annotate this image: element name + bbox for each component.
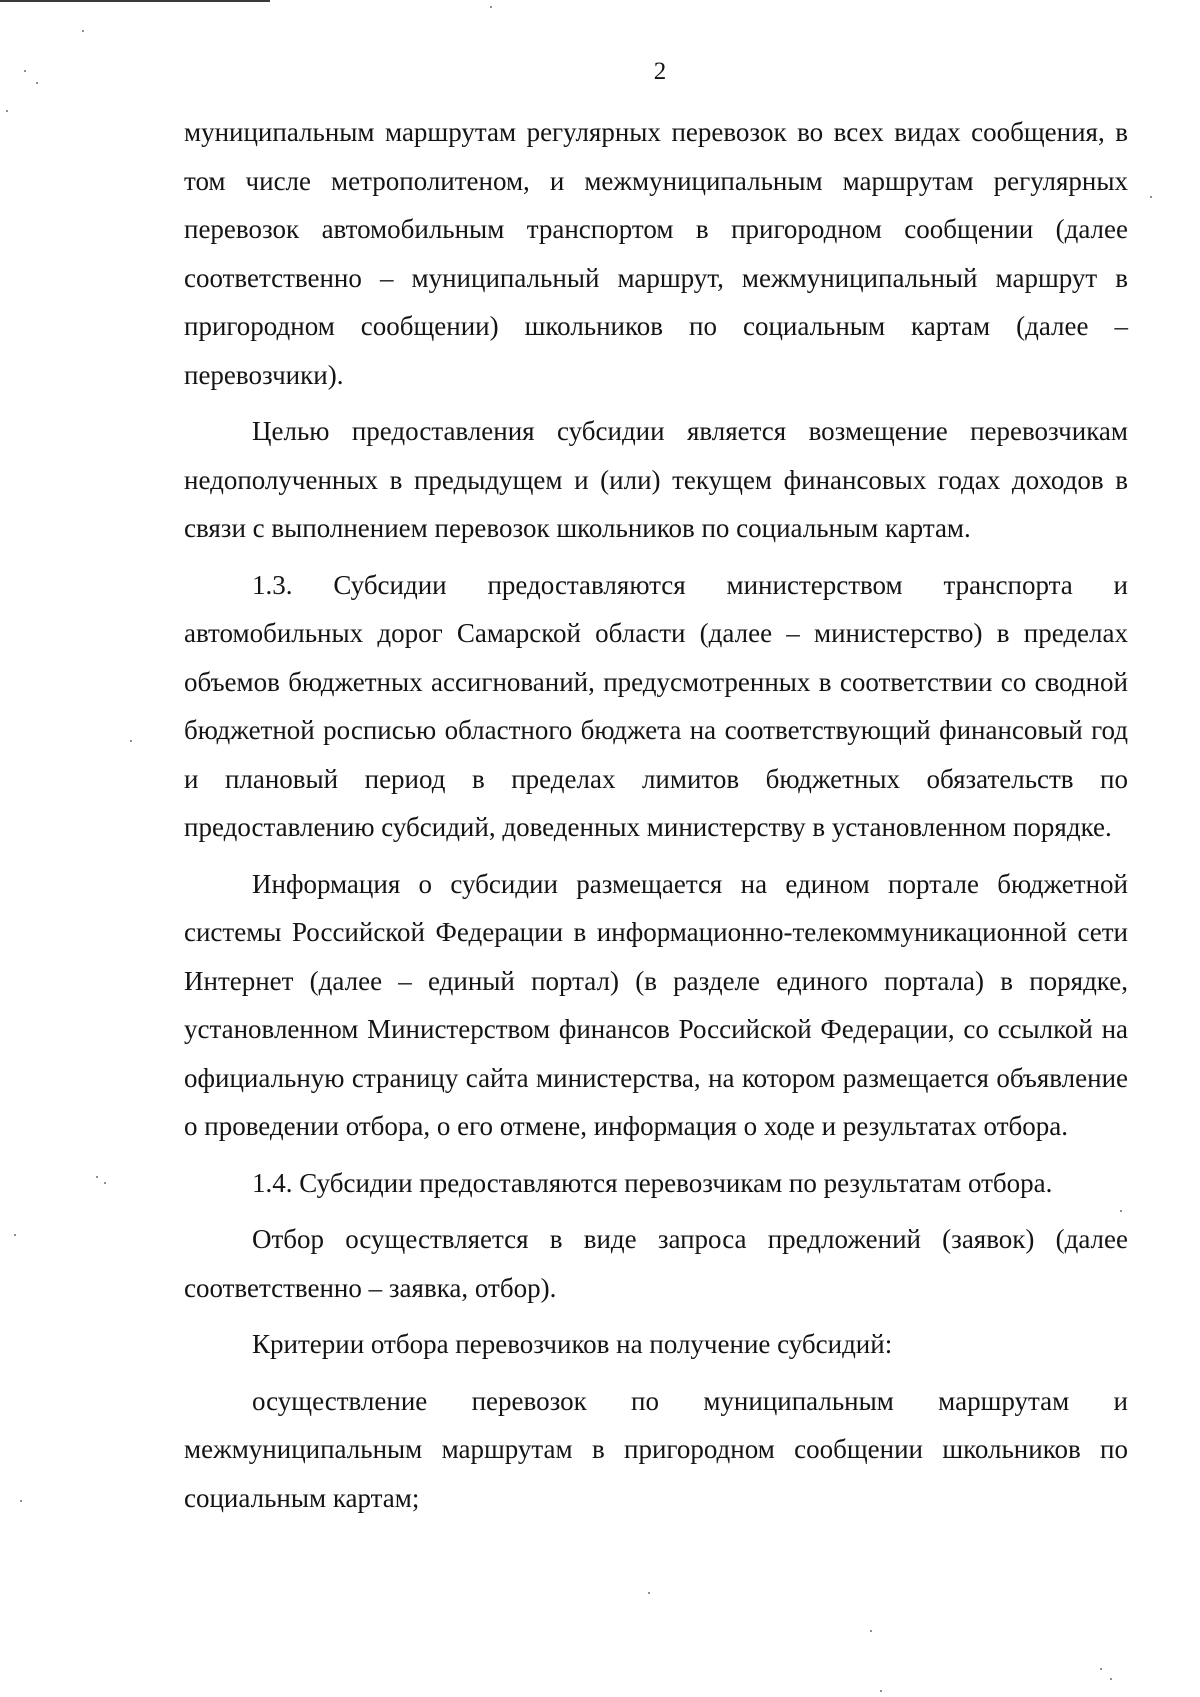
scan-speck: [1100, 1668, 1102, 1670]
scan-speck: [24, 70, 26, 72]
scan-speck: [130, 740, 132, 742]
scan-speck: [490, 6, 492, 8]
paragraph-1-4: 1.4. Субсидии предоставляются перевозчикам по результатам отбора.: [252, 1167, 1053, 1198]
paragraph-continuation: муниципальным маршрутам регулярных перевозок во всех видах сообщения, в том числе метрополитеном, и межмуниципальным маршрутам регулярных перевозок автомобильным транспортом в пригородном сообщении (далее соответственно – муниципальный маршрут, межмуниципальный маршрут в пригородном сообщении) школьников по социальным картам (далее – перевозчики).: [184, 117, 1128, 390]
paragraph-criteria-heading: Критерии отбора перевозчиков на получение субсидий:: [252, 1329, 893, 1359]
scan-edge-line: [0, 0, 270, 2]
scan-speck: [36, 82, 38, 84]
page-number: 2: [653, 58, 667, 85]
document-body: [184, 108, 1128, 1530]
scan-speck: [1120, 1210, 1122, 1212]
scan-speck: [20, 1500, 22, 1502]
scan-speck: [648, 1592, 650, 1594]
paragraph-criterion-1: осуществление перевозок по муниципальным маршрутам и межмуниципальным маршрутам в пригородном сообщении школьников по социальным картам;: [184, 1385, 1128, 1513]
scan-speck: [6, 110, 8, 112]
paragraph-selection-form: Отбор осуществляется в виде запроса предложений (заявок) (далее соответственно – заявка, отбор).: [184, 1224, 1128, 1303]
paragraph-subsidy-purpose: Целью предоставления субсидии является возмещение перевозчикам недополученных в предыдущем и (или) текущем финансовых годах доходов в связи с выполнением перевозок школьников по социальным картам.: [184, 416, 1128, 543]
scan-speck: [96, 1176, 98, 1178]
scan-speck: [104, 1182, 106, 1184]
paragraph-portal-info: Информация о субсидии размещается на едином портале бюджетной системы Российской Федерации в информационно-телекоммуникационной сети Интернет (далее – единый портал) (в разделе единого портала) в порядке, установленном Министерством финансов Российской Федерации, со ссылкой на официальную страницу сайта министерства, на котором размещается объявление о проведении отбора, о его отмене, информация о ходе и результатах отбора.: [184, 868, 1128, 1141]
scan-speck: [1110, 1678, 1112, 1680]
scan-speck: [870, 1630, 872, 1632]
scan-speck: [1150, 196, 1152, 198]
scan-speck: [14, 1234, 16, 1236]
paragraph-1-3: 1.3. Субсидии предоставляются министерством транспорта и автомобильных дорог Самарской области (далее – министерство) в пределах объемов бюджетных ассигнований, предусмотренных в соответствии со сводной бюджетной росписью областного бюджета на соответствующий финансовый год и плановый период в пределах лимитов бюджетных обязательств по предоставлению субсидий, доведенных министерству в установленном порядке.: [184, 569, 1128, 842]
scan-speck: [82, 30, 84, 32]
scan-speck: [880, 1690, 882, 1692]
